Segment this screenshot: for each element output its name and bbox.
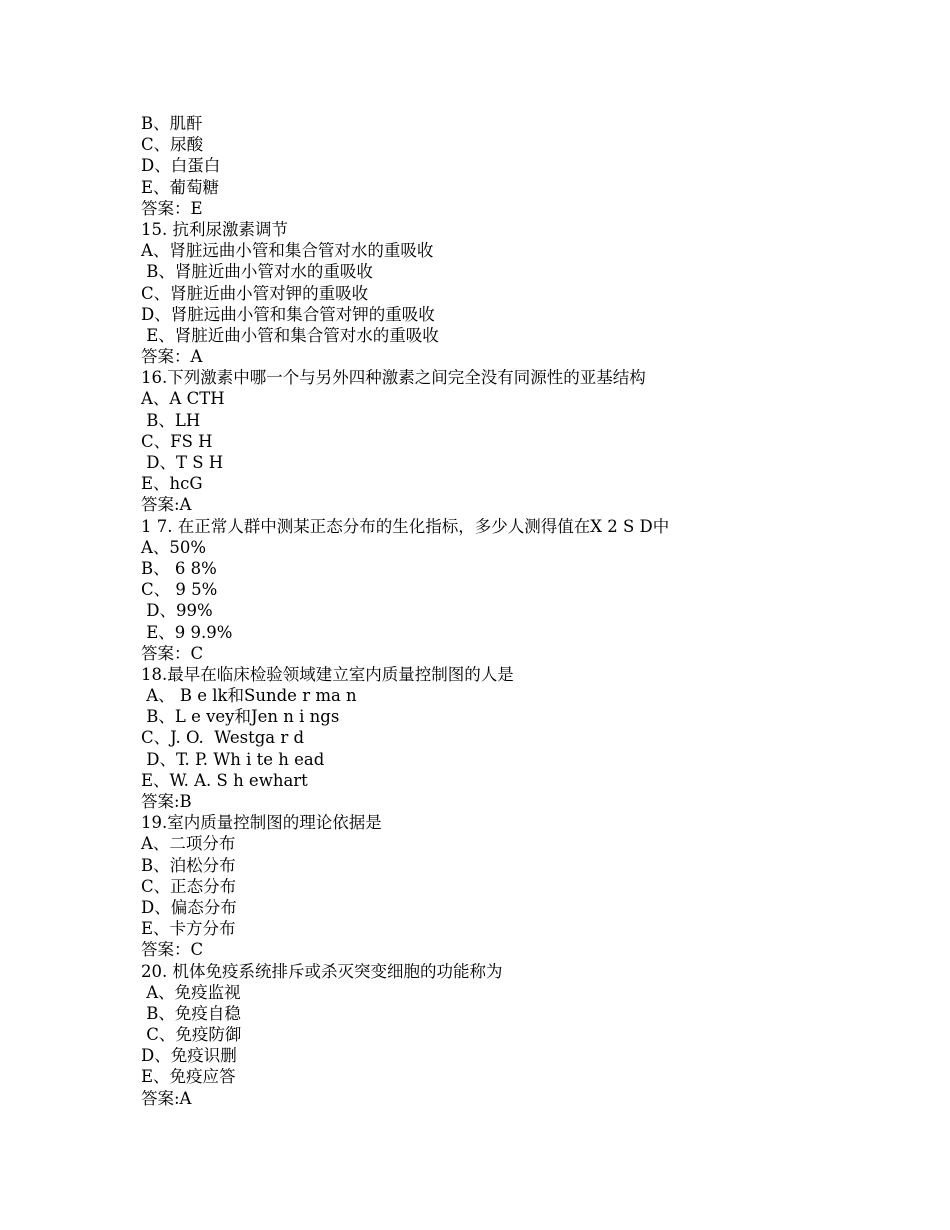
text-line: D、T S H bbox=[141, 453, 224, 472]
text-line: D、偏态分布 bbox=[141, 897, 237, 917]
text-line: C、 9 5% bbox=[141, 580, 218, 600]
text-line: 答案：C bbox=[141, 643, 204, 663]
text-line: 19.室内质量控制图的理论依据是 bbox=[141, 813, 382, 833]
text-line: E、肾脏近曲小管和集合管对水的重吸收 bbox=[141, 325, 439, 345]
text-line: B、泊松分布 bbox=[141, 855, 236, 875]
text-line: B、LH bbox=[141, 410, 201, 430]
text-line: A、二项分布 bbox=[141, 834, 236, 854]
text-line: 答案:A bbox=[141, 495, 192, 515]
text-line: C、J. O. Westga r d bbox=[141, 728, 305, 748]
text-line: 18.最早在临床检验领域建立室内质量控制图的人是 bbox=[141, 664, 514, 684]
text-line: A、50% bbox=[141, 537, 207, 557]
question-text-block bbox=[141, 113, 861, 1109]
text-line: C、尿酸 bbox=[141, 135, 204, 155]
text-line: C、肾脏近曲小管对钾的重吸收 bbox=[141, 283, 369, 303]
text-line: D、肾脏远曲小管和集合管对钾的重吸收 bbox=[141, 304, 435, 324]
text-line: B、 6 8% bbox=[141, 558, 217, 578]
text-line: C、FS H bbox=[141, 431, 213, 451]
text-line: 答案：C bbox=[141, 940, 204, 960]
text-line: B、肾脏近曲小管对水的重吸收 bbox=[141, 262, 373, 282]
text-line: 答案:B bbox=[141, 792, 192, 811]
text-line: E、免疫应答 bbox=[141, 1067, 236, 1087]
text-line: 1 7. 在正常人群中测某正态分布的生化指标，多少人测得值在X 2 S D中 bbox=[141, 516, 670, 536]
text-line: D、T. P. Wh i te h ead bbox=[141, 749, 325, 769]
text-line: 答案：E bbox=[141, 198, 203, 218]
text-line: A、肾脏远曲小管和集合管对水的重吸收 bbox=[141, 241, 434, 261]
text-line: C、免疫防御 bbox=[141, 1025, 242, 1045]
text-line: E、W. A. S h ewhart bbox=[141, 770, 308, 790]
text-line: A、免疫监视 bbox=[141, 982, 241, 1002]
text-line: A、 B e lk和Sunde r ma n bbox=[141, 686, 357, 706]
text-line: E、卡方分布 bbox=[141, 919, 236, 939]
text-line: B、L e vey和Jen n i ngs bbox=[141, 707, 340, 727]
text-line: D、白蛋白 bbox=[141, 156, 221, 176]
text-line: A、A CTH bbox=[141, 389, 225, 409]
text-line: 答案:A bbox=[141, 1088, 192, 1108]
text-line: E、hcG bbox=[141, 474, 203, 494]
text-line: 答案：A bbox=[141, 347, 203, 367]
text-line: B、免疫自稳 bbox=[141, 1003, 241, 1023]
text-line: D、免疫识删 bbox=[141, 1046, 237, 1066]
text-line: B、肌酐 bbox=[141, 114, 203, 133]
text-line: C、正态分布 bbox=[141, 876, 237, 896]
text-line: 20. 机体免疫系统排斥或杀灭突变细胞的功能称为 bbox=[141, 961, 503, 981]
text-line: 16.下列激素中哪一个与另外四种激素之间完全没有同源性的亚基结构 bbox=[141, 368, 646, 388]
text-line: 15. 抗利尿激素调节 bbox=[141, 219, 288, 239]
text-line: D、99% bbox=[141, 601, 213, 621]
text-line: E、葡萄糖 bbox=[141, 177, 220, 197]
text-line: E、9 9.9% bbox=[141, 622, 233, 642]
